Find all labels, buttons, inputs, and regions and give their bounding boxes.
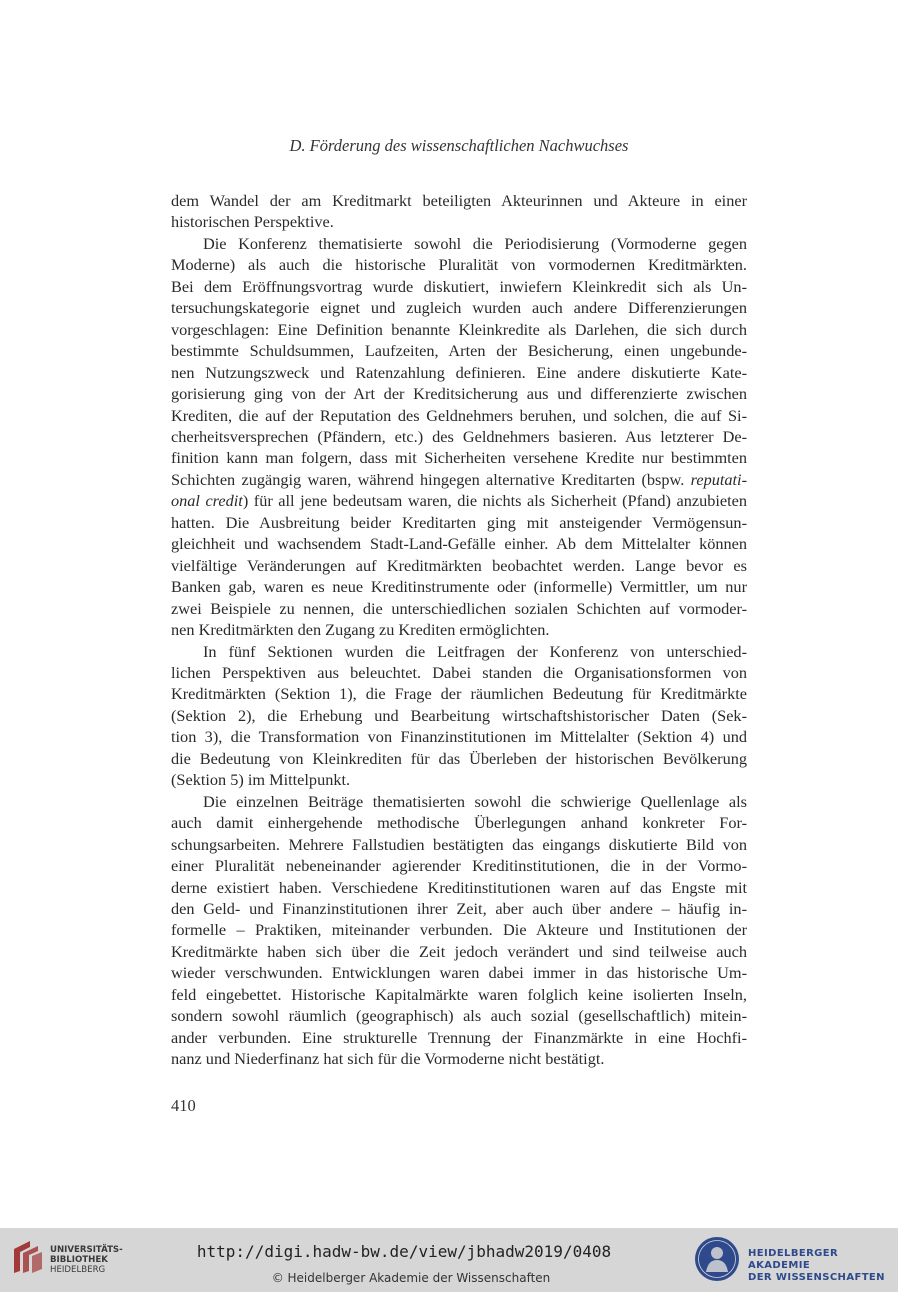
text-line: (Sektion 2), die Erhebung und Bearbeitung wirtschaftshistorischer Daten (Sek- bbox=[171, 705, 747, 725]
text-line: finition kann man folgern, dass mit Sicherheiten versehene Kredite nur bestimmten bbox=[171, 448, 747, 468]
text-line: onal credit) für all jene bedeutsam waren, die nichts als Sicherheit (Pfand) anzubieten bbox=[171, 491, 747, 511]
text-line: vorgeschlagen: Eine Definition benannte Kleinkredite als Darlehen, die sich durch bbox=[171, 319, 747, 339]
text-line: gorisierung ging von der Art der Kreditsicherung aus und differenzierte zwischen bbox=[171, 384, 747, 404]
footer-bar bbox=[0, 1228, 898, 1292]
text-line: tersuchungskategorie eignet und zugleich wurden auch andere Differenzierungen bbox=[171, 298, 747, 318]
text-line: ander verbunden. Eine strukturelle Trennung der Finanzmärkte in eine Hochfi- bbox=[171, 1027, 747, 1047]
text-line: Schichten zugängig waren, während hingegen alternative Kreditarten (bspw. reputati- bbox=[171, 469, 747, 489]
ub-line-2: BIBLIOTHEK bbox=[50, 1255, 108, 1265]
text-line: Die einzelnen Beiträge thematisierten sowohl die schwierige Quellenlage als bbox=[203, 791, 747, 811]
text-line: derne existiert haben. Verschiedene Kreditinstitutionen waren auf das Engste mit bbox=[171, 877, 747, 897]
academy-line-2: DER WISSENSCHAFTEN bbox=[748, 1272, 885, 1283]
text-line: die Bedeutung von Kleinkrediten für das Überleben der historischen Bevölkerung bbox=[171, 748, 747, 768]
body-text bbox=[171, 190, 747, 1070]
text-line: Moderne) als auch die historische Pluralität von vormodernen Kreditmärkten. bbox=[171, 255, 747, 275]
text-line: formelle – Praktiken, miteinander verbunden. Die Akteure und Institutionen der bbox=[171, 920, 747, 940]
text-line: cherheitsversprechen (Pfändern, etc.) des Geldnehmers basieren. Aus letzterer De- bbox=[171, 426, 747, 446]
academy-name bbox=[748, 1248, 898, 1284]
text-line: Kreditmärkte haben sich über die Zeit jedoch verändert und sind teilweise auch bbox=[171, 941, 747, 961]
text-line: nen Nutzungszweck und Ratenzahlung definieren. Eine andere diskutierte Kate- bbox=[171, 362, 747, 382]
text-line: (Sektion 5) im Mittelpunkt. bbox=[171, 770, 351, 790]
text-line: Bei dem Eröffnungsvortrag wurde diskutiert, inwiefern Kleinkredit sich als Un- bbox=[171, 276, 747, 296]
text-line: feld eingebettet. Historische Kapitalmärkte waren folglich keine isolierten Inseln, bbox=[171, 984, 747, 1004]
text-line: einer Pluralität nebeneinander agierender Kreditinstitutionen, die in der Vormo- bbox=[171, 856, 747, 876]
text-line: schungsarbeiten. Mehrere Fallstudien bestätigten das eingangs diskutierte Bild von bbox=[171, 834, 747, 854]
text-line: In fünf Sektionen wurden die Leitfragen der Konferenz von unterschied- bbox=[203, 641, 747, 661]
text-line: gleichheit und wachsendem Stadt-Land-Gefälle einher. Ab dem Mittelalter können bbox=[171, 534, 747, 554]
text-line: hatten. Die Ausbreitung beider Kreditarten ging mit ansteigender Vermögensun- bbox=[171, 512, 747, 532]
text-line: den Geld- und Finanzinstitutionen ihrer Zeit, aber auch über andere – häufig in- bbox=[171, 898, 747, 918]
permalink-url-text[interactable]: http://digi.hadw-bw.de/view/jbhadw2019/0408 bbox=[196, 1242, 612, 1261]
text-line: sondern sowohl räumlich (geographisch) als auch sozial (gesellschaftlich) mitein- bbox=[171, 1006, 747, 1026]
text-line: Krediten, die auf der Reputation des Geldnehmers beruhen, und solchen, die auf Si- bbox=[171, 405, 747, 425]
text-line: bestimmte Schuldsummen, Laufzeiten, Arten der Besicherung, einen ungebunde- bbox=[171, 341, 747, 361]
text-line: dem Wandel der am Kreditmarkt beteiligten Akteurinnen und Akteure in einer bbox=[171, 191, 747, 210]
emphasis: reputati- bbox=[690, 469, 747, 489]
academy-seal-icon[interactable] bbox=[694, 1236, 740, 1282]
academy-line-1: HEIDELBERGER AKADEMIE bbox=[748, 1248, 839, 1271]
text-line: Banken gab, waren es neue Kreditinstrumente oder (informelle) Vermittler, um nur bbox=[171, 577, 747, 597]
text-line: nen Kreditmärkten den Zugang zu Krediten ermöglichten. bbox=[171, 620, 550, 640]
text-line: zwei Beispiele zu nennen, die unterschiedlichen sozialen Schichten auf vormoder- bbox=[171, 598, 747, 618]
page-number: 410 bbox=[171, 1096, 196, 1115]
text-line: vielfältige Veränderungen auf Kreditmärkten beobachtet werden. Lange bevor es bbox=[171, 555, 747, 575]
ub-line-3: HEIDELBERG bbox=[50, 1265, 106, 1275]
text-line: auch damit einhergehende methodische Überlegungen anhand konkreter For- bbox=[171, 813, 747, 833]
text-line: Die Konferenz thematisierte sowohl die Periodisierung (Vormoderne gegen bbox=[203, 233, 747, 253]
copyright-text: © Heidelberger Akademie der Wissenschaften bbox=[271, 1271, 551, 1285]
text-line: lichen Perspektiven aus beleuchtet. Dabei standen die Organisationsformen von bbox=[171, 662, 747, 682]
text-line: Kreditmärkten (Sektion 1), die Frage der räumlichen Bedeutung für Kreditmärkte bbox=[171, 684, 747, 704]
emphasis: onal credit bbox=[171, 491, 243, 511]
text-line: historischen Perspektive. bbox=[171, 212, 334, 232]
running-title: D. Förderung des wissenschaftlichen Nachwuchses bbox=[289, 136, 629, 155]
text-line: nanz und Niederfinanz hat sich für die Vormoderne nicht bestätigt. bbox=[171, 1049, 605, 1069]
ub-line-1: UNIVERSITÄTS- bbox=[50, 1245, 123, 1255]
text-line: wieder verschwunden. Entwicklungen waren dabei immer in das historische Um- bbox=[171, 963, 747, 983]
running-header bbox=[0, 136, 898, 156]
text-line: tion 3), die Transformation von Finanzinstitutionen im Mittelalter (Sektion 4) und bbox=[171, 727, 747, 747]
